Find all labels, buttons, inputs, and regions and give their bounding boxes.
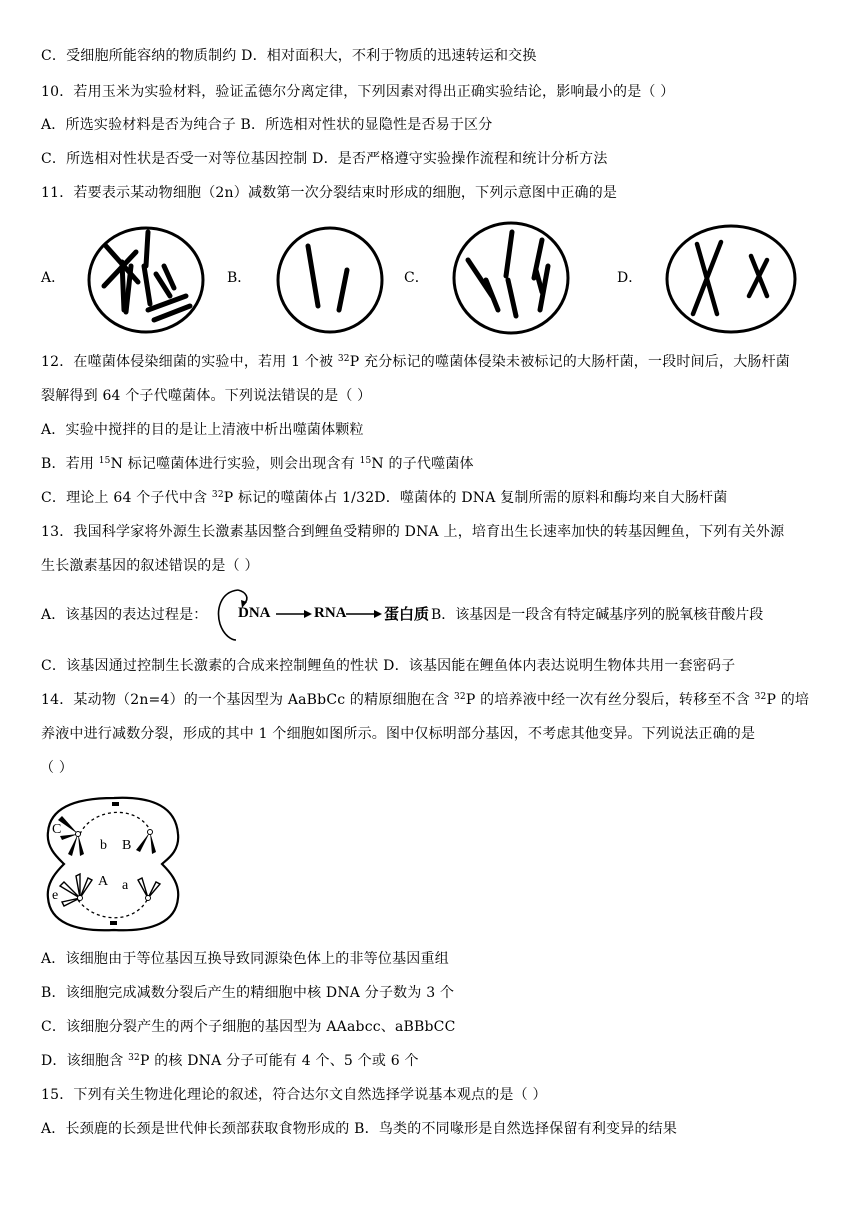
question-12-option-b: B．若用 $^{15}$N 标记噬菌体进行实验，则会出现含有 $^{15}$N 的子代噬菌体 [41,456,474,472]
question-14-option-c: C．该细胞分裂产生的两个子细胞的基因型为 AAabcc、aBBbCC [41,1019,456,1035]
fig14-gene-b-upper: B [122,838,132,853]
question-14-option-d: D．该细胞含 $^{32}$P 的核 DNA 分子可能有 4 个、5 个或 6 个 [41,1053,419,1069]
fig11-label-a: A． [41,270,66,286]
fig11-cell-c [450,220,572,340]
question-15-stem: 15．下列有关生物进化理论的叙述，符合达尔文自然选择学说基本观点的是（ ） [41,1087,547,1103]
fig11-label-d: D． [617,270,643,286]
question-14-stem-line2: 养液中进行减数分裂，形成的其中 1 个细胞如图所示。图中仅标明部分基因，不考虑其他变异。下列说法正确的是 [41,726,756,742]
fig11-cell-d [663,222,803,336]
flow-protein-label: 蛋白质 [384,605,430,623]
flow-arrow-icon [346,608,382,620]
question-14-option-a: A．该细胞由于等位基因互换导致同源染色体上的非等位基因重组 [41,951,449,967]
question-14-option-b: B．该细胞完成减数分裂后产生的精细胞中核 DNA 分子数为 3 个 [41,985,455,1001]
question-12-stem-line1: 12．在噬菌体侵染细菌的实验中，若用 1 个被 $^{32}$P 充分标记的噬菌体侵染未被标记的大肠杆菌，一段时间后，大肠杆菌 [41,354,791,370]
fig11-cell-b [275,224,385,336]
fig14-gene-a-lower: a [122,878,129,893]
fig11-cell-a [86,224,206,336]
question-12-options-cd: C．理论上 64 个子代中含 $^{32}$P 标记的噬菌体占 1/32D．噬菌体的 DNA 复制所需的原料和酶均来自大肠杆菌 [41,490,728,506]
question-14-stem-line3: （ ） [40,760,74,776]
option-line-c-d-q9: C．受细胞所能容纳的物质制约 D．相对面积大，不利于物质的迅速转运和交换 [41,48,537,64]
question-14-stem-line1: 14．某动物（2n=4）的一个基因型为 AaBbCc 的精原细胞在含 $^{32}$P 的培养液中经一次有丝分裂后，转移至不含 $^{32}$P 的培 [41,692,810,708]
fig14-gene-b-lower: b [100,838,107,853]
question-12-option-a: A．实验中搅拌的目的是让上清液中析出噬菌体颗粒 [41,422,364,438]
question-12-stem-line2: 裂解得到 64 个子代噬菌体。下列说法错误的是（ ） [41,388,372,404]
question-10-options-ab: A．所选实验材料是否为纯合子 B．所选相对性状的显隐性是否易于区分 [41,117,493,133]
question-13-options-cd: C．该基因通过控制生长激素的合成来控制鲤鱼的性状 D．该基因能在鲤鱼体内表达说明生物体共用一套密码子 [41,658,736,674]
fig14-dividing-cell [44,790,184,936]
fig11-label-c: C． [404,270,429,286]
fig14-gene-e: e [52,888,59,903]
flow-dna-label: DNA [238,605,271,621]
question-10-stem: 10．若用玉米为实验材料，验证孟德尔分离定律，下列因素对得出正确实验结论，影响最小的是（ ） [41,84,675,100]
question-13-option-b: B．该基因是一段含有特定碱基序列的脱氧核苷酸片段 [431,607,764,623]
fig14-gene-a-upper: A [98,874,109,889]
question-13-stem-line2: 生长激素基因的叙述错误的是（ ） [41,558,259,574]
question-15-options-ab: A．长颈鹿的长颈是世代伸长颈部获取食物形成的 B．鸟类的不同喙形是自然选择保留有利变异的结果 [41,1121,678,1137]
flow-arrow-icon [276,608,312,620]
fig14-gene-c-upper: C [52,822,62,837]
fig11-label-b: B． [227,270,252,286]
question-10-options-cd: C．所选相对性状是否受一对等位基因控制 D．是否严格遵守实验操作流程和统计分析方法 [41,151,608,167]
question-13-stem-line1: 13．我国科学家将外源生长激素基因整合到鲤鱼受精卵的 DNA 上，培育出生长速率加快的转基因鲤鱼，下列有关外源 [41,524,785,540]
question-13-option-a-prefix: A．该基因的表达过程是： [41,607,208,623]
flow-rna-label: RNA [314,605,347,621]
question-11-stem: 11．若要表示某动物细胞（2n）减数第一次分裂结束时形成的细胞，下列示意图中正确的是 [41,185,618,201]
